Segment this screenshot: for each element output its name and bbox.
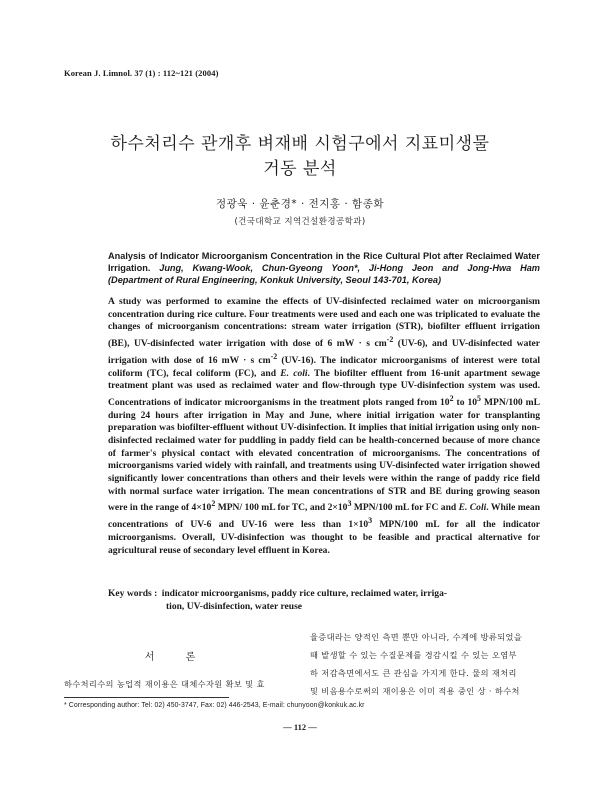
keywords: [108, 588, 540, 613]
keywords-line-2: tion, UV-disinfection, water reuse: [166, 600, 303, 612]
footnote-rule: [64, 697, 229, 698]
korean-title-line-2: 거동 분석: [263, 159, 337, 179]
left-column: [64, 640, 290, 691]
abstract: A study was performed to examine the effects of UV-disinfected reclaimed water on microorganism concentration during rice culture. Four treatments were used and each one was triplicated to evaluate the changes of microorganism concentrations: stream water irrigation (STR), biofilter effluent irrigation (BE), UV-disinfected water irrigation with dose of 6 mW · s $cm^{-2}$ (UV-6), and UV-disinfected water irrigation with dose of 16 mW · s $cm^{-2}$ (UV-16). The indicator microorganisms of interest were total coliform (TC), fecal coliform (FC), and E. coli. The biofilter effluent from 16-unit apartment sewage treatment plant was used as reclaimed water and flow-through type UV-disinfection system was used. Concentrations of indicator microorganisms in the treatment plots ranged from $10^2$ to $10^5$ MPN/100 mL during 24 hours after irrigation in May and June, where initial irrigation water for transplanting preparation was biofilter-effluent without UV-disinfection. It implies that initial irrigation using only non-disinfected reclaimed water for puddling in paddy field can be health-concerned because of more chance of farmer's physical contact with elevated concentration of microorganisms. The concentrations of microorganisms varied widely with rainfall, and treatments using UV-disinfected water irrigation showed significantly lower concentrations than others and their levels were within the range of paddy rice field with normal surface water irrigation. The mean concentrations of STR and BE during growing season were in the range of $4\times 10^2$ MPN/ 100 mL for TC, and $2\times 10^3$ MPN/100 mL for FC and E. Coli. While mean concentrations of UV-6 and UV-16 were less than $1\times 10^3$ MPN/100 mL for all the indicator microorganisms. Overall, UV-disinfection was thought to be feasible and practical alternative for agricultural reuse of secondary level effluent in Korea.: [108, 296, 541, 556]
english-title-block: [108, 250, 540, 286]
right-column-line-3: 하 저감측면에서도 큰 관심을 가지게 한다. 물의 재처리: [310, 668, 517, 678]
journal-citation: Korean J. Limnol. 37 (1) : 112~121 (2004): [64, 68, 219, 78]
corresponding-author-footnote: * Corresponding author: Tel: 02) 450-3747, Fax: 02) 446-2543, E-mail: chunyoon@konkuk.ac.kr: [64, 702, 365, 709]
right-column: [310, 628, 542, 700]
korean-affiliation: (건국대학교 지역건설환경공학과): [234, 217, 366, 227]
korean-title-line-1: 하수처리수 관개후 벼재배 시험구에서 지표미생물: [110, 134, 490, 154]
english-affiliation: (Department of Rural Engineering, Konkuk University, Seoul 143-701, Korea): [108, 275, 442, 285]
keywords-line-1: indicator microorganisms, paddy rice culture, reclaimed water, irriga-: [161, 588, 448, 599]
right-column-line-1: 율증대라는 양적인 측면 뿐만 아니라, 수계에 방류되었을: [310, 632, 523, 642]
korean-title: [0, 132, 600, 182]
left-column-text: 하수처리수의 농업적 재이용은 대체수자원 확보 및 효: [64, 679, 265, 689]
english-title: Analysis of Indicator Microorganism Concentration in the Rice Cultural Plot after Reclaimed Water Irrigation.: [108, 251, 540, 273]
page-number: — 112 —: [283, 722, 317, 732]
korean-authors: 정광욱 · 윤춘경* · 전지홍 · 함종화: [215, 198, 384, 210]
right-column-line-4: 및 비음용수로써의 재이용은 이미 적용 중인 상 · 하수처: [310, 686, 520, 696]
keywords-label: Key words :: [108, 588, 158, 599]
section-heading-introduction: 서 론: [144, 652, 210, 663]
english-authors: Jung, Kwang-Wook, Chun-Gyeong Yoon*, Ji-Hong Jeon and Jong-Hwa Ham: [159, 263, 540, 273]
right-column-line-2: 때 발생할 수 있는 수질문제를 경감시킬 수 있는 오염부: [310, 650, 517, 660]
